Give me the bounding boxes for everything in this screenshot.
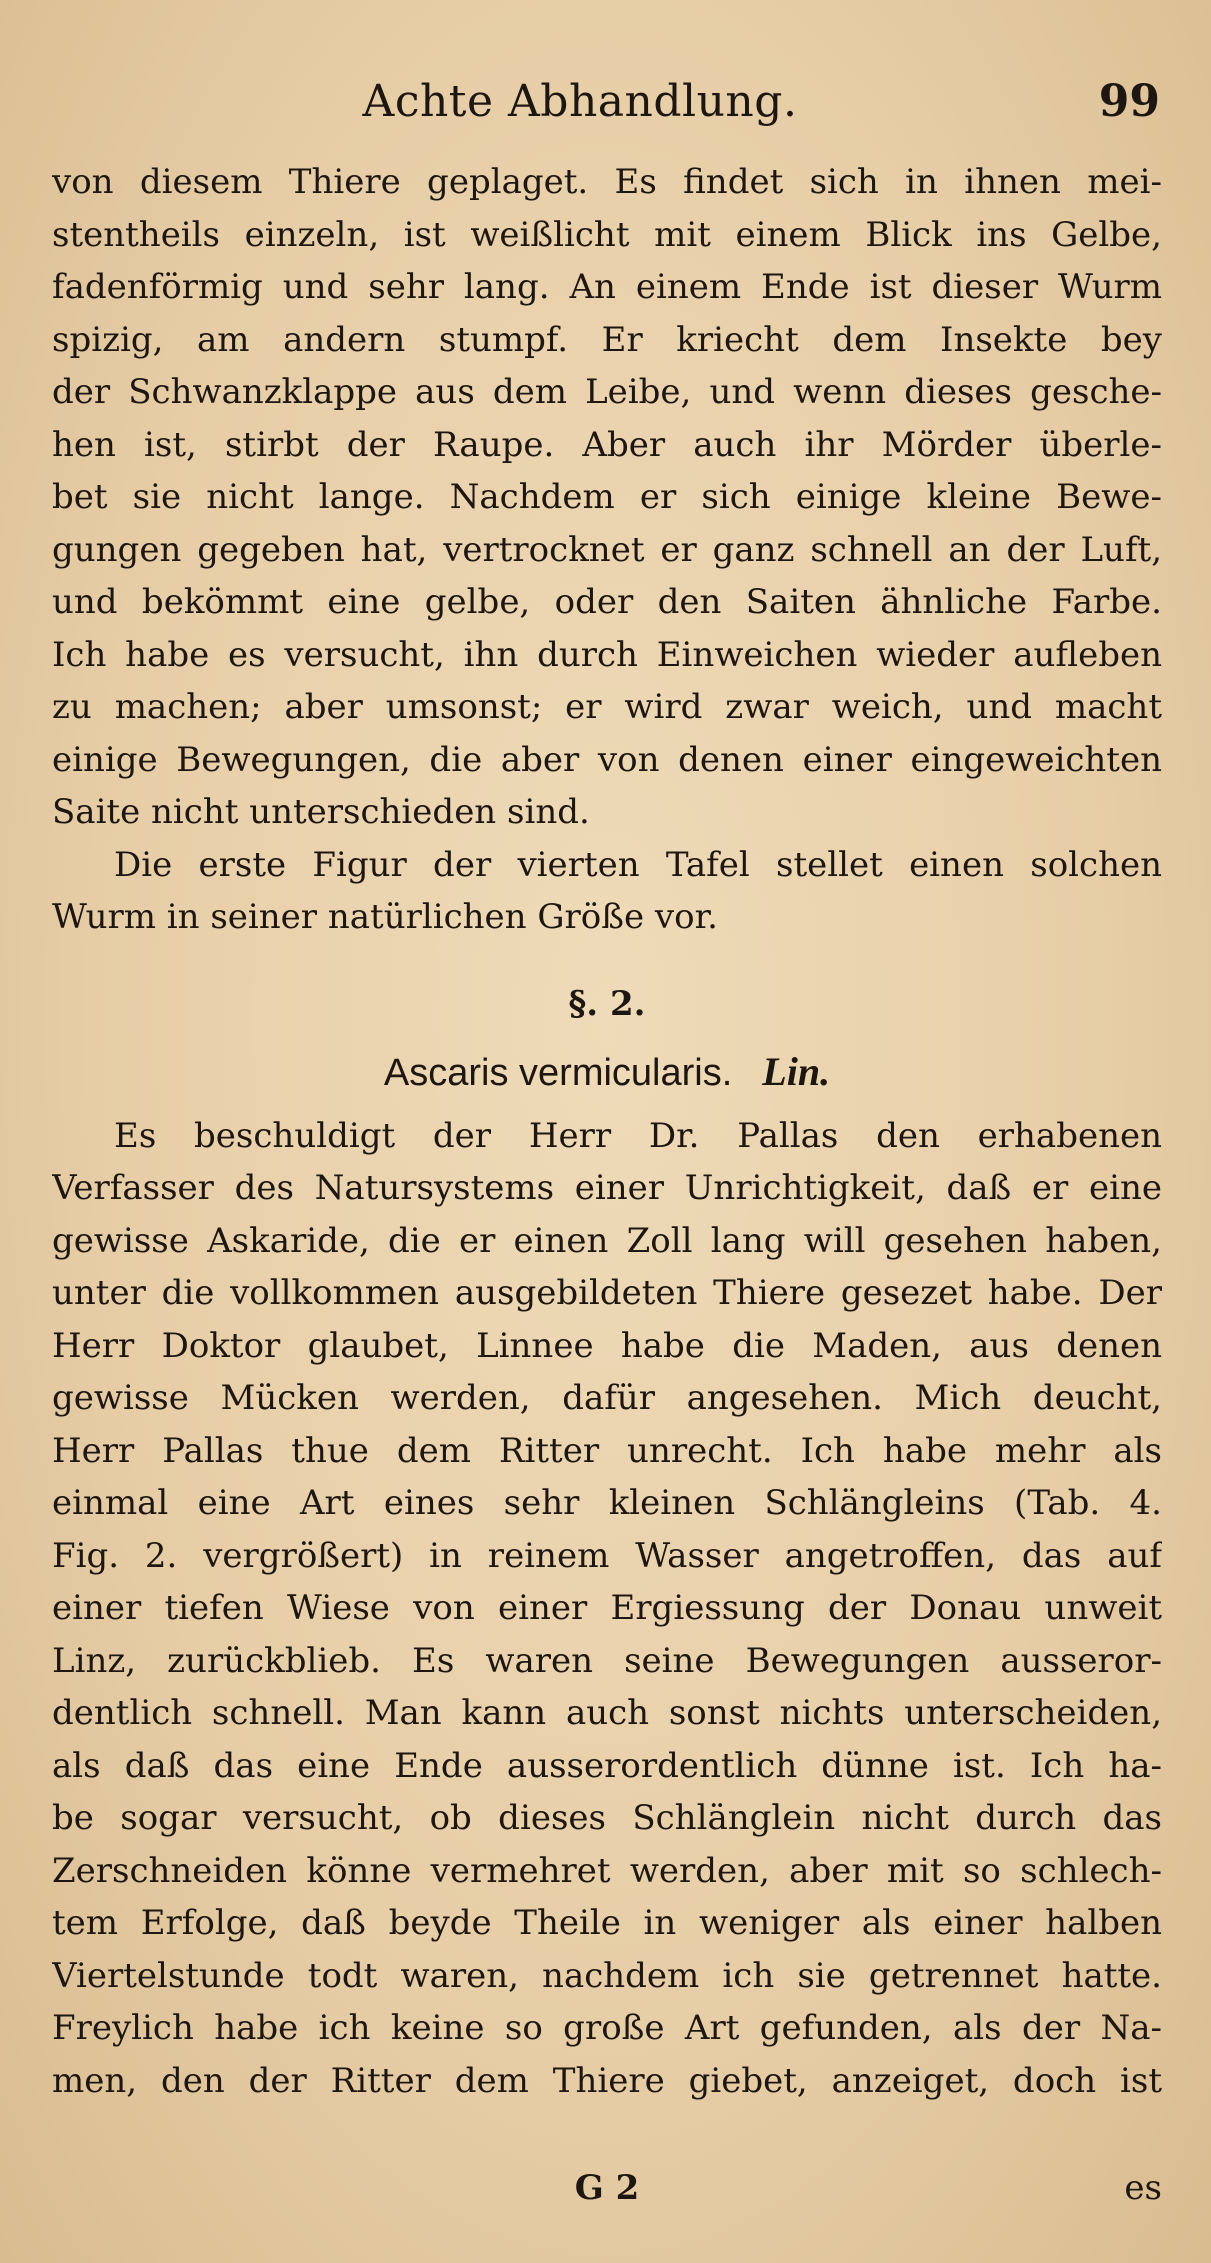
species-name: Ascaris vermicularis.: [383, 1051, 733, 1094]
main-text: [52, 156, 1162, 2107]
catchword: es: [1124, 2168, 1162, 2208]
text-line: fadenförmig und sehr lang. An einem Ende ist dieser Wurm: [52, 267, 1162, 307]
text-line: Verfasser des Natursystems einer Unrichtigkeit, daß er eine: [52, 1168, 1162, 1208]
text-line: dentlich schnell. Man kann auch sonst nichts unterscheiden,: [52, 1693, 1162, 1733]
paragraph-2: [52, 839, 1162, 944]
text-line: und bekömmt eine gelbe, oder den Saiten ähnliche Farbe.: [52, 582, 1162, 622]
text-line: Linz, zurückblieb. Es waren seine Bewegungen ausseror-: [52, 1640, 1162, 1681]
running-title: Achte Abhandlung.: [362, 76, 798, 127]
signature-mark: G 2: [574, 2168, 640, 2208]
page-number: 99: [1098, 76, 1160, 127]
text-line: tem Erfolge, daß beyde Theile in weniger als einer halben: [52, 1903, 1162, 1943]
text-line: Freylich habe ich keine so große Art gefunden, als der Na-: [52, 2008, 1162, 2048]
text-line: men, den der Ritter dem Thiere giebet, anzeiget, doch ist: [52, 2060, 1162, 2101]
text-line: Wurm in seiner natürlichen Größe vor.: [52, 897, 718, 937]
page-header: [80, 70, 1160, 140]
text-line: einige Bewegungen, die aber von denen einer eingeweichten: [52, 739, 1162, 780]
text-line: als daß das eine Ende ausserordentlich dünne ist. Ich ha-: [52, 1745, 1162, 1786]
text-line: Herr Doktor glaubet, Linnee habe die Maden, aus denen: [52, 1325, 1162, 1366]
text-line: gewisse Askaride, die er einen Zoll lang will gesehen haben,: [52, 1220, 1162, 1261]
text-line: Ich habe es versucht, ihn durch Einweichen wieder aufleben: [52, 634, 1162, 675]
text-line: hen ist, stirbt der Raupe. Aber auch ihr Mörder überle-: [52, 424, 1162, 465]
text-line: Viertelstunde todt waren, nachdem ich sie getrennet hatte.: [52, 1955, 1162, 1996]
text-line: Zerschneiden könne vermehret werden, aber mit so schlech-: [52, 1850, 1162, 1891]
text-line: spizig, am andern stumpf. Er kriecht dem Insekte bey: [52, 319, 1162, 360]
text-line: stentheils einzeln, ist weißlicht mit einem Blick ins Gelbe,: [52, 214, 1162, 255]
paragraph-1: [52, 156, 1162, 839]
text-line: bet sie nicht lange. Nachdem er sich einige kleine Bewe-: [52, 477, 1162, 517]
text-line: Herr Pallas thue dem Ritter unrecht. Ich habe mehr als: [52, 1430, 1162, 1471]
text-line: von diesem Thiere geplaget. Es findet sich in ihnen mei-: [52, 162, 1162, 202]
page-footer: [52, 2168, 1162, 2228]
text-line: Die erste Figur der vierten Tafel stellet einen solchen: [114, 844, 1162, 885]
text-line: einer tiefen Wiese von einer Ergiessung der Donau unweit: [52, 1588, 1162, 1628]
text-line: unter die vollkommen ausgebildeten Thiere gesezet habe. Der: [52, 1273, 1162, 1313]
text-line: be sogar versucht, ob dieses Schlänglein nicht durch das: [52, 1798, 1162, 1838]
text-line: Saite nicht unterschieden sind.: [52, 792, 590, 832]
section-number: §. 2.: [568, 983, 646, 1024]
text-line: gungen gegeben hat, vertrocknet er ganz schnell an der Luft,: [52, 529, 1162, 570]
text-line: der Schwanzklappe aus dem Leibe, und wenn dieses gesche-: [52, 372, 1162, 412]
text-line: zu machen; aber umsonst; er wird zwar weich, und macht: [52, 687, 1162, 727]
text-line: einmal eine Art eines sehr kleinen Schlängleins (Tab. 4.: [52, 1483, 1162, 1523]
text-line: Es beschuldigt der Herr Dr. Pallas den erhabenen: [114, 1115, 1162, 1156]
text-line: gewisse Mücken werden, dafür angesehen. Mich deucht,: [52, 1378, 1162, 1418]
paragraph-3: [52, 1110, 1162, 2108]
section-title: [52, 1040, 1162, 1104]
taxon-author: Lin.: [762, 1048, 831, 1094]
text-line: Fig. 2. vergrößert) in reinem Wasser angetroffen, das auf: [52, 1535, 1162, 1576]
